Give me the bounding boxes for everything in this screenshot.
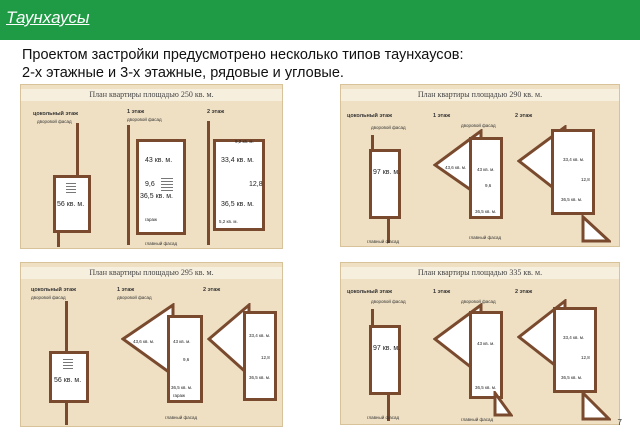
wall: [65, 301, 68, 351]
area-label: 9,6: [485, 183, 492, 188]
floor-plan-panel-295: [20, 262, 283, 427]
intro-line-2: 2-х этажные и 3-х этажные, рядовые и угловые.: [22, 65, 344, 81]
floor-label-1: 1 этаж: [433, 289, 451, 295]
main-facade-label: главный фасад: [165, 415, 198, 420]
area-label: 9,2 кв. м.: [235, 139, 254, 144]
area-label: 5,2 кв. м.: [219, 219, 238, 224]
wall: [207, 121, 210, 245]
floor-label-basement: цокольный этаж: [347, 289, 393, 295]
area-label: 33,4 кв. м.: [563, 157, 585, 162]
floor2-plan: [553, 307, 597, 393]
basement-room: [369, 149, 401, 219]
yard-facade-label: дворовой фасад: [371, 125, 406, 130]
wall: [76, 123, 79, 175]
main-facade-label: главный фасад: [367, 239, 400, 244]
garage-label: гараж: [145, 217, 158, 222]
area-label: 12,8: [581, 177, 590, 182]
yard-facade-label: дворовой фасад: [117, 295, 152, 300]
main-facade-label: главный фасад: [367, 415, 400, 420]
area-label: 33,4 кв. м.: [249, 333, 271, 338]
area-label: 56 кв. м.: [54, 377, 82, 384]
floor-label-1: 1 этаж: [117, 287, 135, 293]
floor2-plan: [551, 129, 595, 215]
yard-facade-label: дворовой фасад: [461, 123, 496, 128]
main-facade-label: главный фасад: [145, 241, 178, 246]
area-label: 43 кв. м.: [477, 341, 495, 346]
stairs: [66, 181, 76, 193]
area-label: 36,5 кв. м.: [249, 375, 271, 380]
floor2-corner: [581, 215, 611, 243]
area-label: 97 кв. м.: [373, 169, 401, 176]
floor2-plan: [243, 311, 277, 401]
area-label: 36,5 кв. м.: [140, 193, 173, 200]
main-facade-label: главный фасад: [469, 235, 502, 240]
yard-facade-label: дворовой фасад: [37, 119, 72, 124]
panel-title: План квартиры площадью 335 кв. м.: [341, 267, 619, 279]
area-label: 43 кв. м.: [477, 167, 495, 172]
wall: [57, 233, 60, 247]
area-label: 33,4 кв. м.: [221, 157, 254, 164]
wall: [127, 125, 130, 245]
yard-facade-label: дворовой фасад: [371, 299, 406, 304]
floor1-corner: [493, 391, 513, 417]
yard-facade-label: дворовой фасад: [461, 299, 496, 304]
area-label: 43 кв. м.: [145, 157, 173, 164]
area-label: 12,8: [261, 355, 270, 360]
page-title: Таунхаусы: [6, 8, 90, 27]
intro-line-1: Проектом застройки предусмотрено несколько типов таунхаусов:: [22, 47, 464, 63]
area-label: 36,5 кв. м.: [561, 375, 583, 380]
area-label: 36,5 кв. м.: [475, 385, 497, 390]
main-facade-label: главный фасад: [461, 417, 494, 422]
area-label: 97 кв. м.: [373, 345, 401, 352]
floor-label-basement: цокольный этаж: [347, 113, 393, 119]
floor-label-1: 1 этаж: [433, 113, 451, 119]
panel-title: План квартиры площадью 290 кв. м.: [341, 89, 619, 101]
floor-plan-panel-335: [340, 262, 620, 425]
area-label: 36,5 кв. м.: [561, 197, 583, 202]
header-bar: [0, 0, 640, 40]
garage-label: гараж: [173, 393, 186, 398]
area-label: 12,8: [249, 181, 263, 188]
panel-title: План квартиры площадью 250 кв. м.: [21, 89, 282, 101]
area-label: 36,5 кв. м.: [475, 209, 497, 214]
area-label: 12,8: [581, 355, 590, 360]
yard-facade-label: дворовой фасад: [127, 117, 162, 122]
area-label: 36,5 кв. м.: [221, 201, 254, 208]
floor-plan-panel-250: [20, 84, 283, 249]
area-label: 56 кв. м.: [57, 201, 85, 208]
floor-label-2: 2 этаж: [203, 287, 221, 293]
floor-plan-panel-290: [340, 84, 620, 247]
area-label: 36,5 кв. м.: [171, 385, 193, 390]
area-label: 43,6 кв. м.: [133, 339, 155, 344]
area-label: 43 кв. м.: [173, 339, 191, 344]
intro-text: [22, 46, 464, 82]
stairs: [161, 177, 173, 191]
area-label: 43,6 кв. м.: [445, 165, 467, 170]
stairs: [63, 357, 73, 369]
area-label: 9,6: [145, 181, 155, 188]
panel-title: План квартиры площадью 295 кв. м.: [21, 267, 282, 279]
floor-label-1: 1 этаж: [127, 109, 145, 115]
page-number: 7: [617, 418, 622, 427]
floor-label-2: 2 этаж: [515, 113, 533, 119]
floor-label-basement: цокольный этаж: [33, 111, 79, 117]
floor1-plan: [469, 137, 503, 219]
area-label: 9,6: [183, 357, 190, 362]
floor-label-2: 2 этаж: [207, 109, 225, 115]
basement-room: [369, 325, 401, 395]
yard-facade-label: дворовой фасад: [31, 295, 66, 300]
floor2-corner: [581, 391, 611, 421]
wall: [65, 403, 68, 425]
area-label: 33,4 кв. м.: [563, 335, 585, 340]
floor-label-basement: цокольный этаж: [31, 287, 77, 293]
floor-label-2: 2 этаж: [515, 289, 533, 295]
